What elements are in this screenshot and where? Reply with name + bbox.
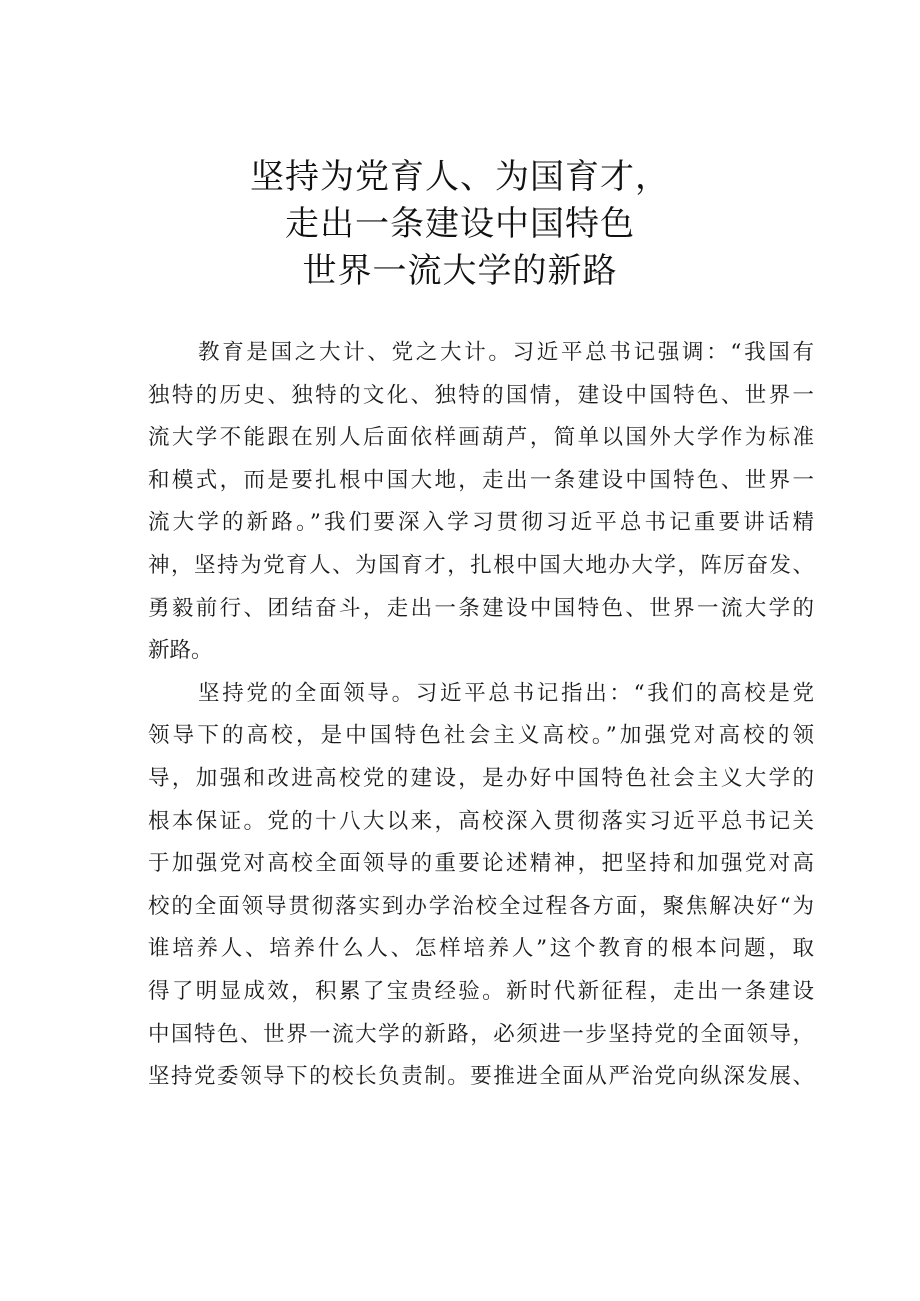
paragraph-1 (148, 332, 814, 673)
paragraph-line: 流大学不能跟在别人后面依样画葫芦，简单以国外大学作为标准 (148, 425, 814, 451)
paragraph-line: 得了明显成效，积累了宝贵经验。新时代新征程，走出一条建设 (148, 978, 814, 1004)
paragraph-line: 校的全面领导贯彻落实到办学治校全过程各方面，聚焦解决好“为 (148, 893, 814, 919)
paragraph-line: 和模式，而是要扎根中国大地，走出一条建设中国特色、世界一 (148, 467, 814, 493)
title-line-2: 走出一条建设中国特色 (285, 204, 635, 244)
paragraph-line: 领导下的高校，是中国特色社会主义高校。”加强党对高校的领 (148, 723, 814, 749)
paragraph-line: 流大学的新路。”我们要深入学习贯彻习近平总书记重要讲话精 (148, 510, 814, 536)
paragraph-line: 坚持党的全面领导。习近平总书记指出：“我们的高校是党 (198, 680, 814, 706)
document-body (148, 332, 814, 1099)
paragraph-2 (148, 673, 814, 1099)
paragraph-line: 独特的历史、独特的文化、独特的国情，建设中国特色、世界一 (148, 382, 814, 408)
paragraph-line: 于加强党对高校全面领导的重要论述精神，把坚持和加强党对高 (148, 851, 814, 877)
paragraph-line: 谁培养人、培养什么人、怎样培养人”这个教育的根本问题，取 (148, 936, 814, 962)
title-line-1: 坚持为党育人、为国育才， (250, 157, 670, 197)
paragraph-line: 新路。 (148, 638, 213, 664)
paragraph-line: 根本保证。党的十八大以来，高校深入贯彻落实习近平总书记关 (148, 808, 814, 834)
paragraph-line: 导，加强和改进高校党的建设，是办好中国特色社会主义大学的 (148, 765, 814, 791)
document-title (0, 154, 920, 295)
paragraph-line: 教育是国之大计、党之大计。习近平总书记强调：“我国有 (198, 340, 814, 365)
paragraph-line: 坚持党委领导下的校长负责制。要推进全面从严治党向纵深发展、 (148, 1064, 814, 1090)
paragraph-line: 勇毅前行、团结奋斗，走出一条建设中国特色、世界一流大学的 (148, 595, 814, 621)
paragraph-line: 中国特色、世界一流大学的新路，必须进一步坚持党的全面领导， (148, 1021, 814, 1047)
title-line-3: 世界一流大学的新路 (302, 251, 618, 291)
paragraph-line: 神，坚持为党育人、为国育才，扎根中国大地办大学，阵厉奋发、 (148, 552, 814, 578)
